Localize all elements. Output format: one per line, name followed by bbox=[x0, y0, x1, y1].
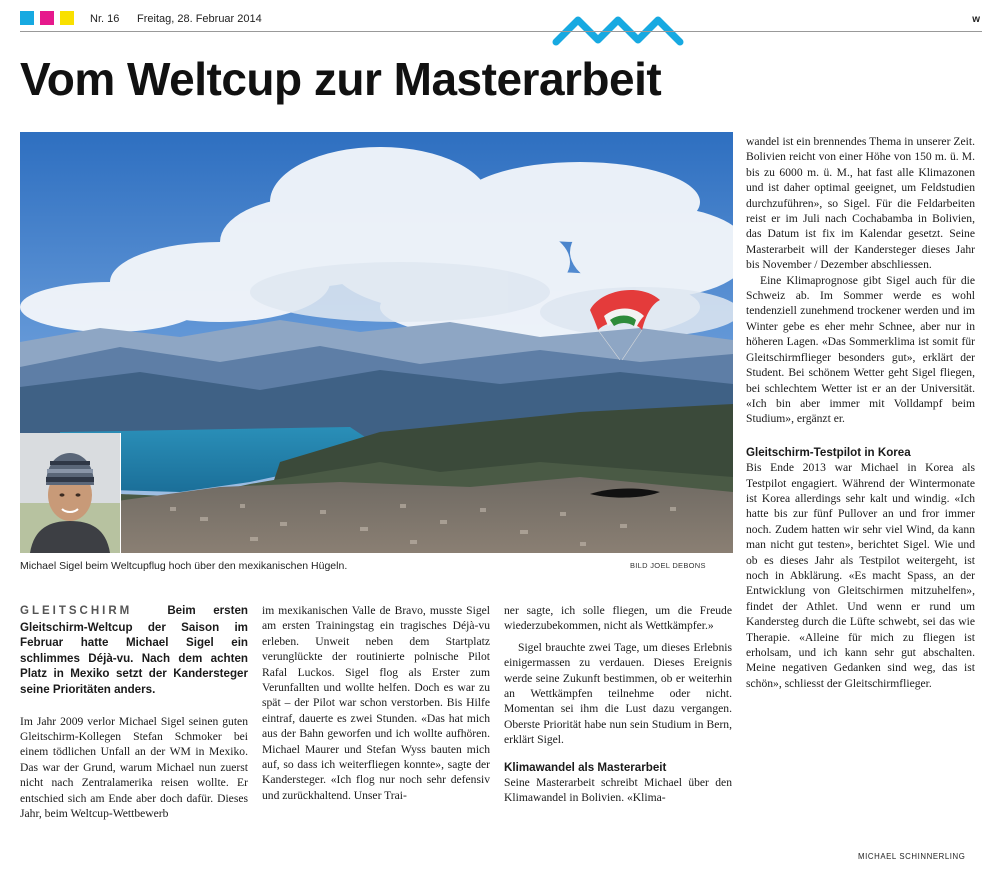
cyan-color-square bbox=[20, 11, 34, 25]
article-column-1 bbox=[20, 603, 248, 821]
photo-credit: BILD JOEL DEBONS bbox=[630, 561, 706, 570]
article-column-4 bbox=[746, 134, 975, 691]
header-rule bbox=[20, 31, 982, 32]
lead-text: Beim ersten Gleitschirm-Weltcup der Saison im Februar hatte Michael Sigel ein schlimmes Déjà-vu. Nach dem achten Platz in Mexiko setzt der Kandersteger seine Prioritäten anders. bbox=[20, 604, 248, 696]
kicker: GLEITSCHIRM bbox=[20, 605, 133, 617]
paraglider-photo bbox=[20, 132, 733, 553]
subheading-klimawandel: Klimawandel als Masterarbeit bbox=[504, 760, 667, 774]
issue-date: Freitag, 28. Februar 2014 bbox=[137, 13, 262, 25]
paragraph: Im Jahr 2009 verlor Michael Sigel seinen guten Gleitschirm-Kollegen Stefan Schmoker bei einem tödlichen Unfall an der WM in Mexiko. Das war der Grund, warum Michael nun zuerst nicht nach Zentralamerika reisen wollte. Er entschied sich am Ende aber doch dafür. Dieses Jahr, beim Weltcup-Wettbewerb bbox=[20, 714, 248, 820]
paragraph: Seine Masterarbeit schreibt Michael über den Klimawandel in Bolivien. «Klima- bbox=[504, 776, 732, 805]
paragraph: Bis Ende 2013 war Michael in Korea als Testpilot engagiert. Während der Wintermonate ist Korea allerdings sehr kalt und windig. «Ich hatte bis zur fünf Pullover an und fror immer noch. Zudem hatten wir sehr viel Wind, da kann man nicht gut testen», berichtet Sigel. Wie und ob es dieses Jahr als Testpilot weitergeht, ist noch in Abklärung. «Es macht Spass, an der Entwicklung von Gleitschirmen mitzuhelfen», findet der Athlet. Und wenn er rund um Kandersteg durch die Lüfte schwebt, sei das wie Therapie. «Alleine für mich zu fliegen ist erholsam, und ich kann sehr gut abschalten. Meine negativen Gedanken sind weg, das ist schön», schliesst der Gleitschirmflieger. bbox=[746, 461, 975, 690]
paragraph: ner sagte, ich solle fliegen, um die Freude wiederzubekommen, nicht als Wettkämpfer.» bbox=[504, 604, 732, 633]
paragraph: im mexikanischen Valle de Bravo, musste Sigel am ersten Trainingstag ein tragisches Déjà-vu erleben. Unweit neben dem Startplatz verunglückte der routinierte polnische Pilot Rafal Luckos. Sigel flog als Erster zum Verunfallten und wollte helfen. Doch es war zu spät – der Pilot war schon verstorben. Bis Hilfe eintraf, dauerte es zwei Stunden. «Das hat mich aus der Bahn geworfen und ich wollte aufhören. Michael Maurer und Stefan Wyss bauten mich auf, so dass ich weiterfliegen konnte», sagte der Kandersteger. «Ich flog nur noch sehr defensiv und zurückhaltend. Unser Trai- bbox=[262, 604, 490, 802]
article-column-3 bbox=[504, 603, 732, 806]
subheading-testpilot: Gleitschirm-Testpilot in Korea bbox=[746, 445, 911, 459]
author-byline: MICHAEL SCHINNERLING bbox=[858, 852, 966, 861]
magenta-color-square bbox=[40, 11, 54, 25]
paragraph: Sigel brauchte zwei Tage, um dieses Erlebnis einigermassen zu verdauen. Dieses Ereignis werde seine Zukunft bestimmen, ob er weiterhin an Wettkämpfen teilnehme oder nicht. Momentan sei ihm die Lust dazu vergangen. Oberste Priorität habe nun sein Studium in Bern, erklärt Sigel. bbox=[504, 640, 732, 747]
article-column-2 bbox=[262, 603, 490, 803]
paragraph: Eine Klimaprognose gibt Sigel auch für die Schweiz ab. Im Sommer werde es wohl tendenziell zunehmend trockener werden und im Winter gebe es eher mehr Schnee, aber nur in höheren Lagen. «Das Sommerklima ist somit für Gleitschirmflieger besonders gut», erklärt der Student. Bei schönem Wetter geht Sigel fliegen, bei schlechtem Wetter ist er an der Universität. «Ich bin aber immer mit Volldampf beim Studium», ergänzt er. bbox=[746, 273, 975, 426]
issue-number: Nr. 16 bbox=[90, 13, 120, 25]
paragraph: wandel ist ein brennendes Thema in unserer Zeit. Bolivien reicht von einer Höhe von 150 m. ü. M. bis zu 6000 m. ü. M., hat fast alle Klimazonen und ist daher optimal geeignet, um Feldstudien durchzuführen», so Sigel. Für die Feldarbeiten reist er im Juli nach Cochabamba in Bolivien, das Datum ist fix im Kalendar gesetzt. Seine Masterarbeit will der Kandersteger dieses Jahr bis November / Dezember abschliessen. bbox=[746, 135, 975, 272]
portrait-inset bbox=[20, 433, 121, 553]
page-header bbox=[0, 0, 982, 34]
yellow-color-square bbox=[60, 11, 74, 25]
header-right-text: w bbox=[972, 14, 980, 25]
photo-caption: Michael Sigel beim Weltcupflug hoch über den mexikanischen Hügeln. bbox=[20, 560, 348, 572]
article-lead bbox=[20, 603, 248, 698]
headline: Vom Weltcup zur Masterarbeit bbox=[20, 53, 662, 105]
